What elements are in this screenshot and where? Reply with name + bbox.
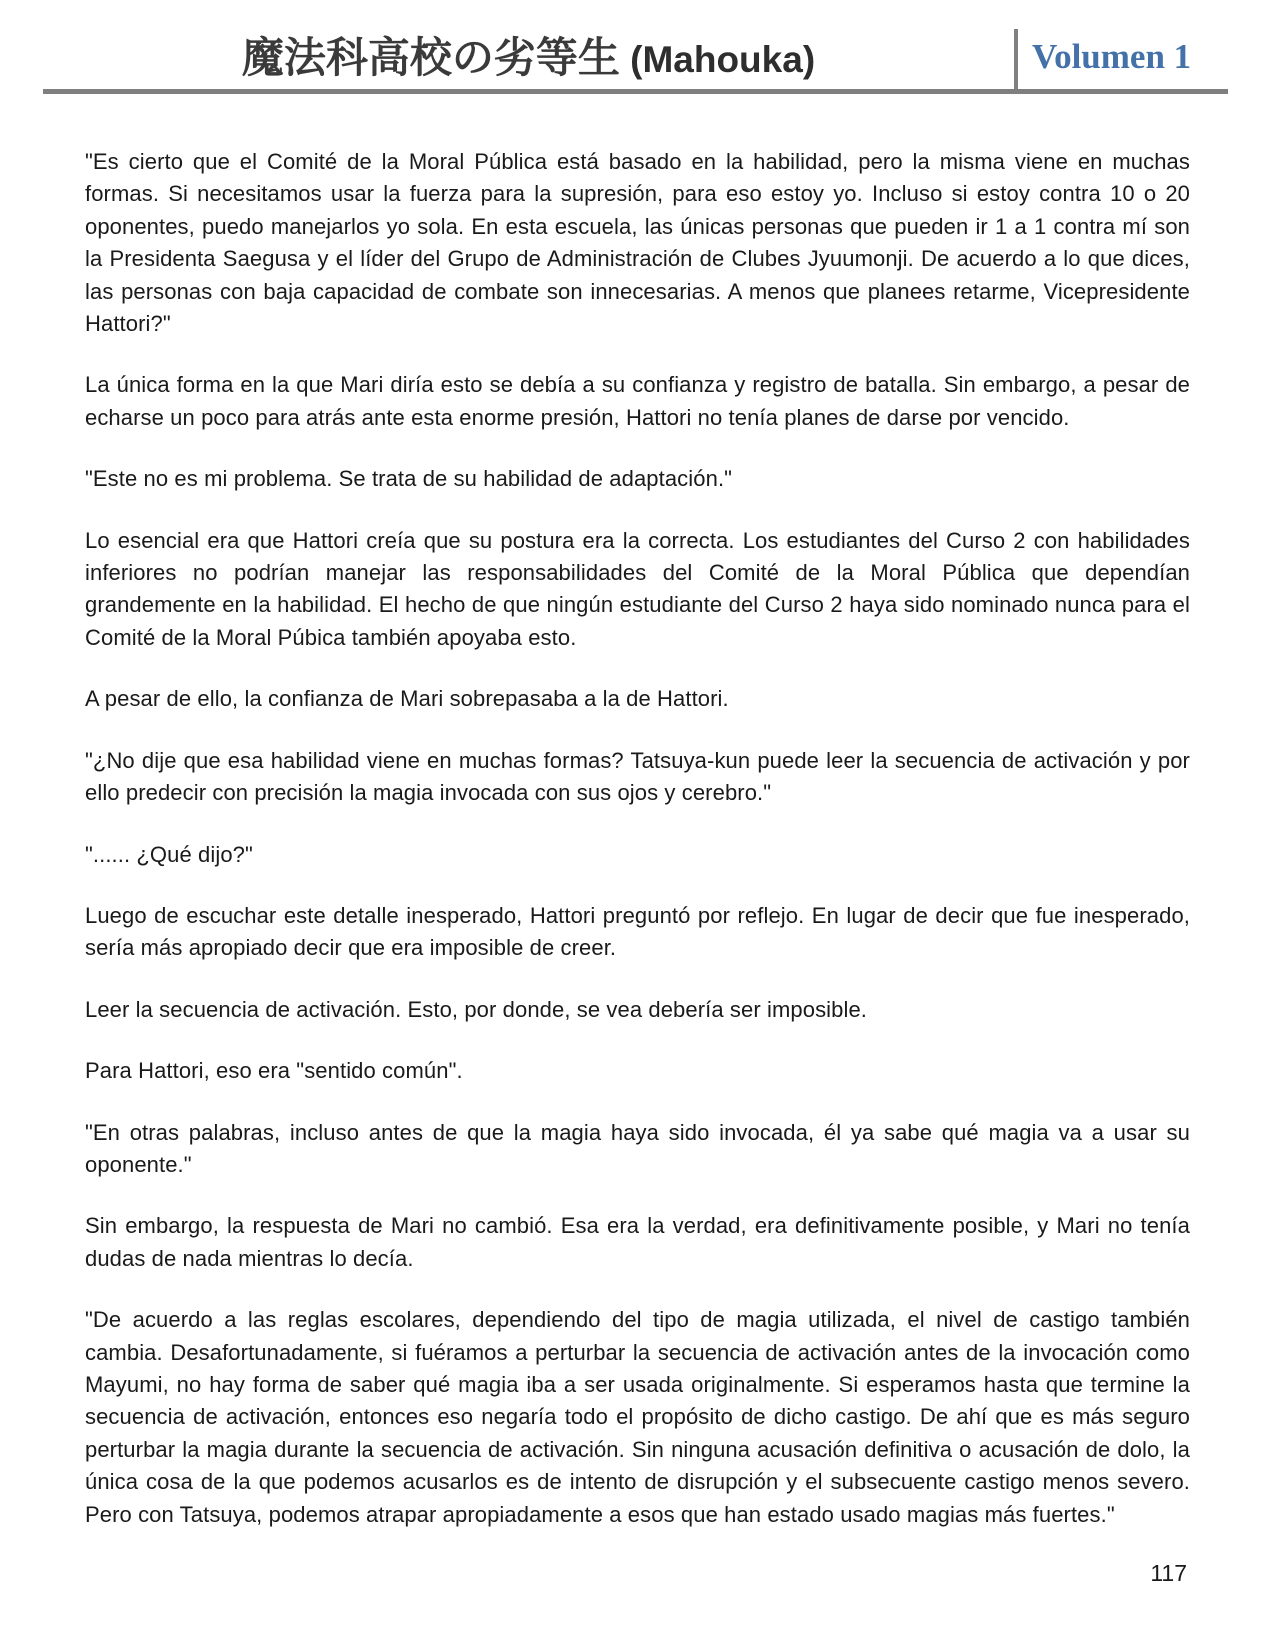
paragraph: "...... ¿Qué dijo?" [85, 841, 253, 867]
volume-label: Volumen 1 [1032, 37, 1192, 76]
page-header [43, 0, 1230, 89]
paragraph: Leer la secuencia de activación. Esto, por donde, se vea debería ser imposible. [85, 996, 868, 1022]
document-title-japanese: 魔法科高校の劣等生 [241, 36, 620, 82]
paragraph: "De acuerdo a las reglas escolares, dependiendo del tipo de magia utilizada, el nivel de castigo también cambia. Desafortunadamente, si fuéramos a perturbar la secuencia de activación antes de la invocación como Mayumi, no hay forma de saber qué magia iba a ser usada originalmente. Si esperamos hasta que termine la secuencia de activación, entonces eso negaría todo el propósito de dicho castigo. De ahí que es más seguro perturbar la magia durante la secuencia de activación. Sin ninguna acusación definitiva o acusación de dolo, la única cosa de la que podemos acusarlos es de intento de disrupción y el subsecuente castigo menos severo. Pero con Tatsuya, podemos atrapar apropiadamente a esos que han estado usado magias más fuertes." [85, 1307, 1190, 1527]
paragraph: Sin embargo, la respuesta de Mari no cambió. Esa era la verdad, era definitivamente posible, y Mari no tenía dudas de nada mientras lo decía. [85, 1213, 1190, 1271]
paragraph: A pesar de ello, la confianza de Mari sobrepasaba a la de Hattori. [85, 686, 729, 712]
paragraph: "Es cierto que el Comité de la Moral Pública está basado en la habilidad, pero la misma viene en muchas formas. Si necesitamos usar la fuerza para la supresión, para eso estoy yo. Incluso si estoy contra 10 o 20 oponentes, puedo manejarlos yo sola. En esta escuela, las únicas personas que pueden ir 1 a 1 contra mí son la Presidenta Saegusa y el líder del Grupo de Administración de Clubes Jyuumonji. De acuerdo a lo que dices, las personas con baja capacidad de combate son innecesarias. A menos que planees retarme, Vicepresidente Hattori?" [85, 149, 1190, 337]
paragraph: Luego de escuchar este detalle inesperado, Hattori preguntó por reflejo. En lugar de decir que fue inesperado, sería más apropiado decir que era imposible de creer. [85, 902, 1190, 961]
document-title-romaji: (Mahouka) [619, 39, 816, 80]
header-rule [43, 89, 1228, 94]
paragraph: "En otras palabras, incluso antes de que la magia haya sido invocada, él ya sabe qué magia va a usar su oponente." [85, 1119, 1190, 1177]
paragraph: "Este no es mi problema. Se trata de su habilidad de adaptación." [85, 466, 733, 492]
paragraph: La única forma en la que Mari diría esto se debía a su confianza y registro de batalla. Sin embargo, a pesar de echarse un poco para atrás ante esta enorme presión, Hattori no tenía planes de darse por vencido. [85, 372, 1190, 430]
document-title [43, 25, 1014, 89]
page-body [85, 146, 1190, 1560]
paragraph: Lo esencial era que Hattori creía que su postura era la correcta. Los estudiantes del Curso 2 con habilidades inferiores no podrían manejar las responsabilidades del Comité de la Moral Pública que dependían grandemente en la habilidad. El hecho de que ningún estudiante del Curso 2 haya sido nominado nunca para el Comité de la Moral Púbica también apoyaba esto. [85, 527, 1190, 650]
paragraph: Para Hattori, eso era "sentido común". [85, 1058, 463, 1084]
page-number: 117 [1150, 1560, 1187, 1586]
paragraph: "¿No dije que esa habilidad viene en muchas formas? Tatsuya-kun puede leer la secuencia de activación y por ello predecir con precisión la magia invocada con sus ojos y cerebro." [85, 747, 1190, 806]
